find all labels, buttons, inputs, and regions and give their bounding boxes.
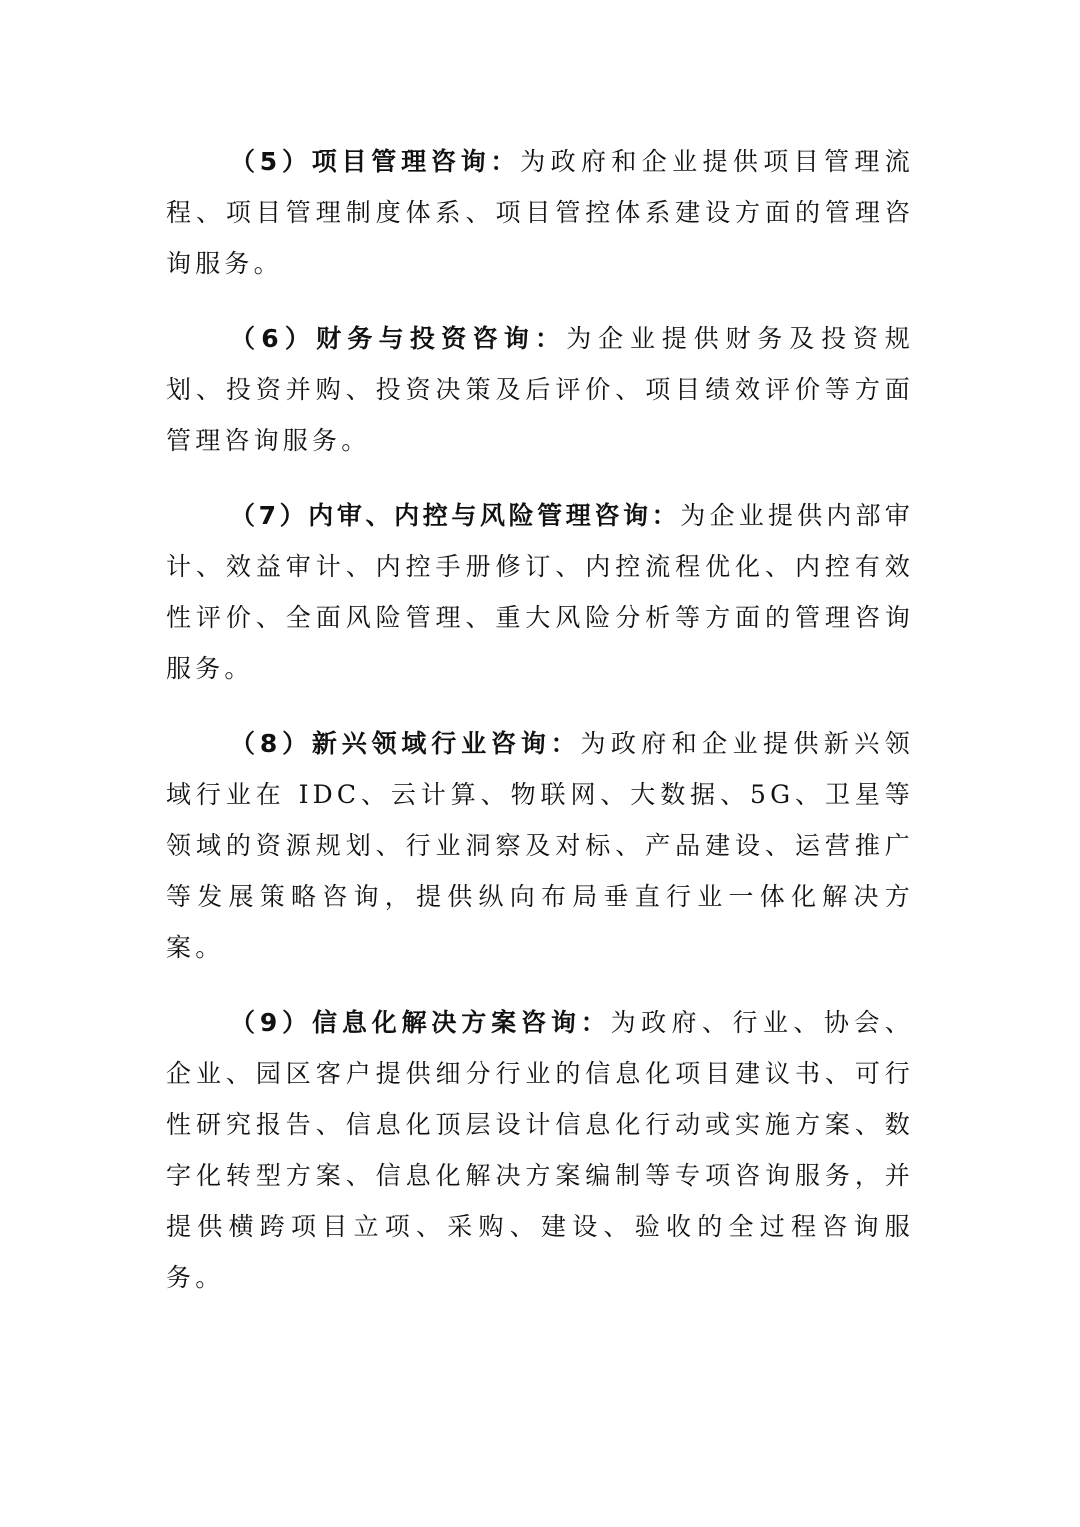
paragraph-text: 为企业提供财务及投资规划、投资并购、投资决策及后评价、项目绩效评价等方面管理咨询服务。	[166, 324, 915, 455]
paragraph-text: 为政府、行业、协会、企业、园区客户提供细分行业的信息化项目建议书、可行性研究报告、信息化顶层设计信息化行动或实施方案、数字化转型方案、信息化解决方案编制等专项咨询服务，并提供横跨项目立项、采购、建设、验收的全过程咨询服务。	[166, 1008, 914, 1292]
paragraph-heading: （7）内审、内控与风险管理咨询：	[230, 501, 681, 530]
paragraph-audit-risk	[166, 490, 914, 694]
paragraph-heading: （8）新兴领域行业咨询：	[230, 729, 581, 758]
paragraph-heading: （5）项目管理咨询：	[230, 147, 521, 176]
document-body	[166, 136, 914, 1327]
paragraph-project-management	[166, 136, 914, 289]
paragraph-emerging-industries	[166, 718, 914, 973]
paragraph-heading: （6）财务与投资咨询：	[230, 324, 567, 353]
paragraph-it-solutions	[166, 997, 914, 1303]
paragraph-text: 为政府和企业提供新兴领域行业在 IDC、云计算、物联网、大数据、5G、卫星等领域的资源规划、行业洞察及对标、产品建设、运营推广等发展策略咨询，提供纵向布局垂直行业一体化解决方案。	[166, 729, 914, 962]
paragraph-text: 为政府和企业提供项目管理流程、项目管理制度体系、项目管控体系建设方面的管理咨询服务。	[166, 147, 914, 278]
paragraph-finance-investment	[166, 313, 914, 466]
paragraph-text: 为企业提供内部审计、效益审计、内控手册修订、内控流程优化、内控有效性评价、全面风险管理、重大风险分析等方面的管理咨询服务。	[166, 501, 915, 683]
paragraph-heading: （9）信息化解决方案咨询：	[230, 1008, 611, 1037]
